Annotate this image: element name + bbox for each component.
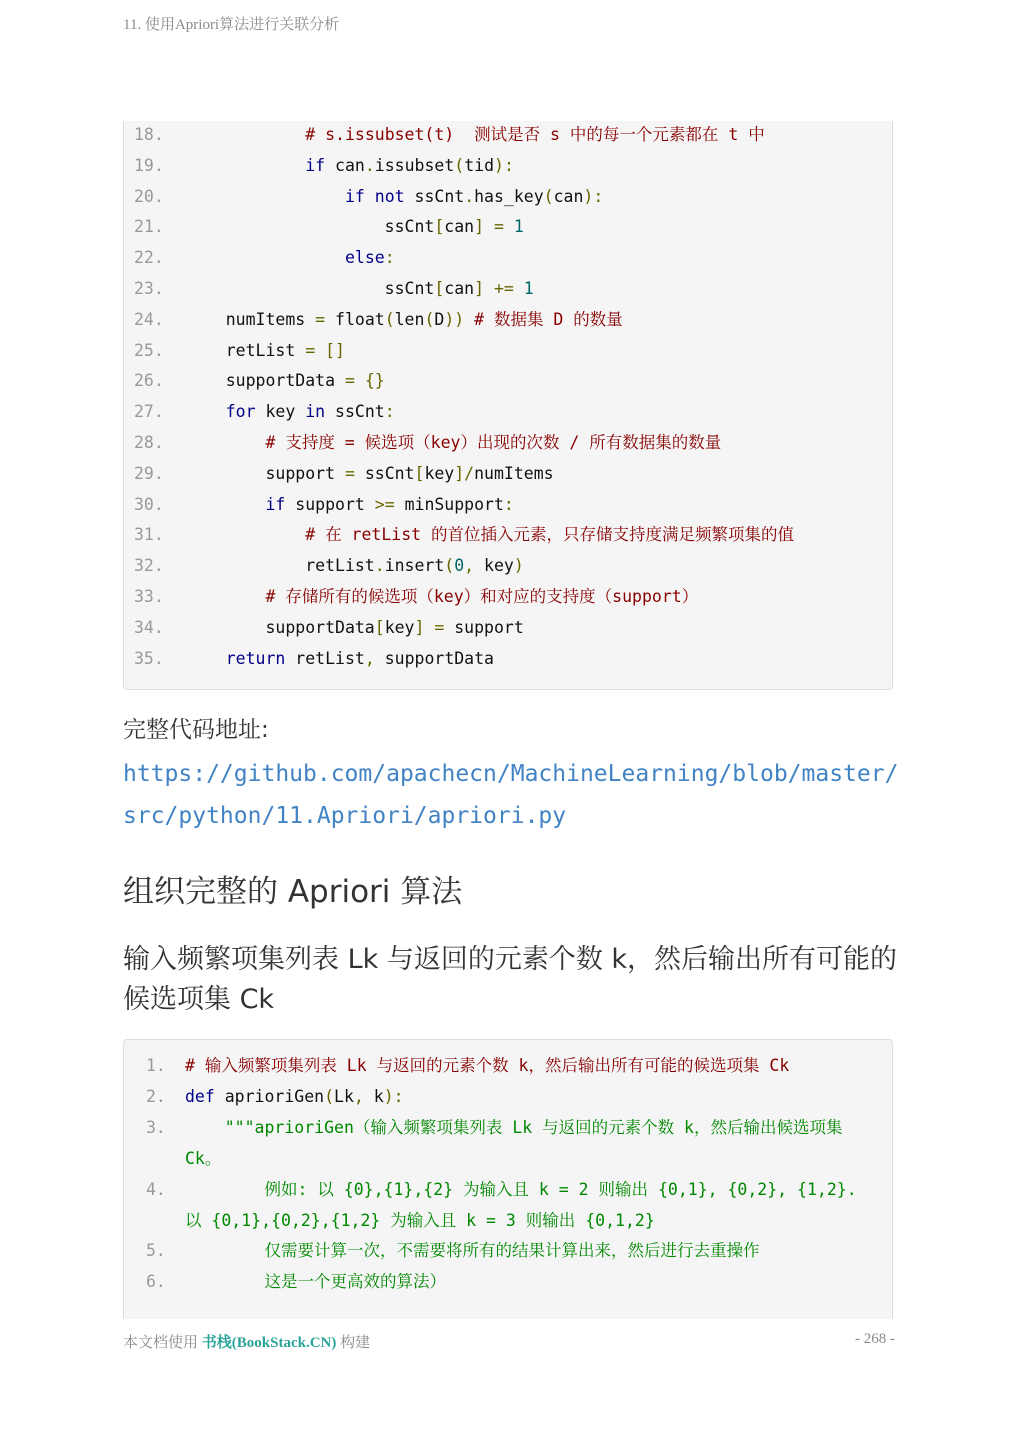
- code-line: retList.insert(0, key): [186, 556, 524, 576]
- line-number: 20.: [134, 186, 164, 206]
- line-number: 5.: [146, 1241, 166, 1260]
- section-heading: 组织完整的 Apriori 算法: [123, 874, 463, 910]
- full-code-label: 完整代码地址:: [123, 717, 269, 743]
- line-number: 18.: [134, 125, 164, 144]
- line-number: 3.: [146, 1118, 166, 1137]
- code-line: """aprioriGen（输入频繁项集列表 Lk 与返回的元素个数 k，然后输出候选项集 Ck。: [185, 1118, 853, 1168]
- source-code-link[interactable]: https://github.com/apachecn/MachineLearning/blob/master/src/python/11.Apriori/apriori.py: [123, 761, 899, 829]
- code-block-apriori-gen: [123, 1039, 893, 1319]
- line-number: 29.: [134, 463, 164, 483]
- code-line: support = ssCnt[key]/numItems: [186, 463, 554, 483]
- code-line: # 在 retList 的首位插入元素，只存储支持度满足频繁项集的值: [305, 525, 794, 545]
- footer-prefix: 本文档使用: [123, 1335, 199, 1351]
- line-number: 31.: [134, 525, 164, 545]
- line-number: 30.: [134, 494, 164, 514]
- subsection-heading: 输入频繁项集列表 Lk 与返回的元素个数 k，然后输出所有可能的候选项集 Ck: [123, 944, 898, 1015]
- code-line: # 存储所有的候选项（key）和对应的支持度（support）: [265, 587, 699, 606]
- code-line: def aprioriGen(Lk, k):: [185, 1087, 404, 1106]
- line-number: 22.: [134, 248, 164, 268]
- code-line: else:: [344, 248, 395, 268]
- code-line: if not ssCnt.has_key(can):: [344, 186, 604, 206]
- line-number: 26.: [134, 371, 164, 391]
- code-line: for key in ssCnt:: [225, 402, 395, 422]
- line-number: 24.: [134, 309, 164, 329]
- code-line: numItems = float(len(D)) # 数据集 D 的数量: [186, 309, 623, 329]
- line-number: 6.: [146, 1272, 166, 1291]
- code-line: if support >= minSupport:: [265, 494, 514, 514]
- code-line: ssCnt[can] = 1: [186, 217, 524, 237]
- code-line: 这是一个更高效的算法）: [185, 1272, 446, 1291]
- bookstack-brand-link[interactable]: 书栈(BookStack.CN): [201, 1335, 337, 1351]
- line-number: 34.: [134, 617, 164, 637]
- line-number: 33.: [134, 587, 164, 606]
- code-line: 例如: 以 {0},{1},{2} 为输入且 k = 2 则输出 {0,1}, {0,2}, {1,2}. 以 {0,1},{0,2},{1,2} 为输入且 k = 3 则输出 {0,1,2}: [185, 1180, 867, 1230]
- line-number: 19.: [134, 155, 164, 175]
- code-line: # 支持度 = 候选项（key）出现的次数 / 所有数据集的数量: [265, 433, 722, 452]
- line-number: 27.: [134, 402, 164, 422]
- running-header-title: 11. 使用Apriori算法进行关联分析: [123, 17, 340, 33]
- page-number: - 268 -: [855, 1331, 895, 1347]
- code-line: 仅需要计算一次，不需要将所有的结果计算出来，然后进行去重操作: [185, 1241, 760, 1260]
- code-line: supportData = {}: [186, 371, 385, 391]
- code-line: # s.issubset(t) 测试是否 s 中的每一个元素都在 t 中: [305, 125, 765, 144]
- code-block-count-support: [123, 121, 893, 690]
- line-number: 28.: [134, 433, 164, 452]
- line-number: 2.: [146, 1087, 166, 1106]
- line-number: 21.: [134, 217, 164, 237]
- code-line: # 输入频繁项集列表 Lk 与返回的元素个数 k，然后输出所有可能的候选项集 Ck: [185, 1056, 790, 1075]
- footer-suffix: 构建: [340, 1335, 371, 1351]
- code-line: return retList, supportData: [225, 648, 494, 668]
- line-number: 4.: [146, 1180, 166, 1199]
- code-line: ssCnt[can] += 1: [186, 279, 534, 298]
- line-number: 1.: [146, 1056, 166, 1075]
- footer-credit: [123, 1331, 370, 1352]
- line-number: 25.: [134, 340, 164, 360]
- code-line: if can.issubset(tid):: [305, 155, 514, 175]
- code-line: retList = []: [186, 340, 345, 360]
- code-line: supportData[key] = support: [186, 617, 524, 637]
- line-number: 32.: [134, 556, 164, 576]
- line-number: 35.: [134, 648, 164, 668]
- line-number: 23.: [134, 279, 164, 298]
